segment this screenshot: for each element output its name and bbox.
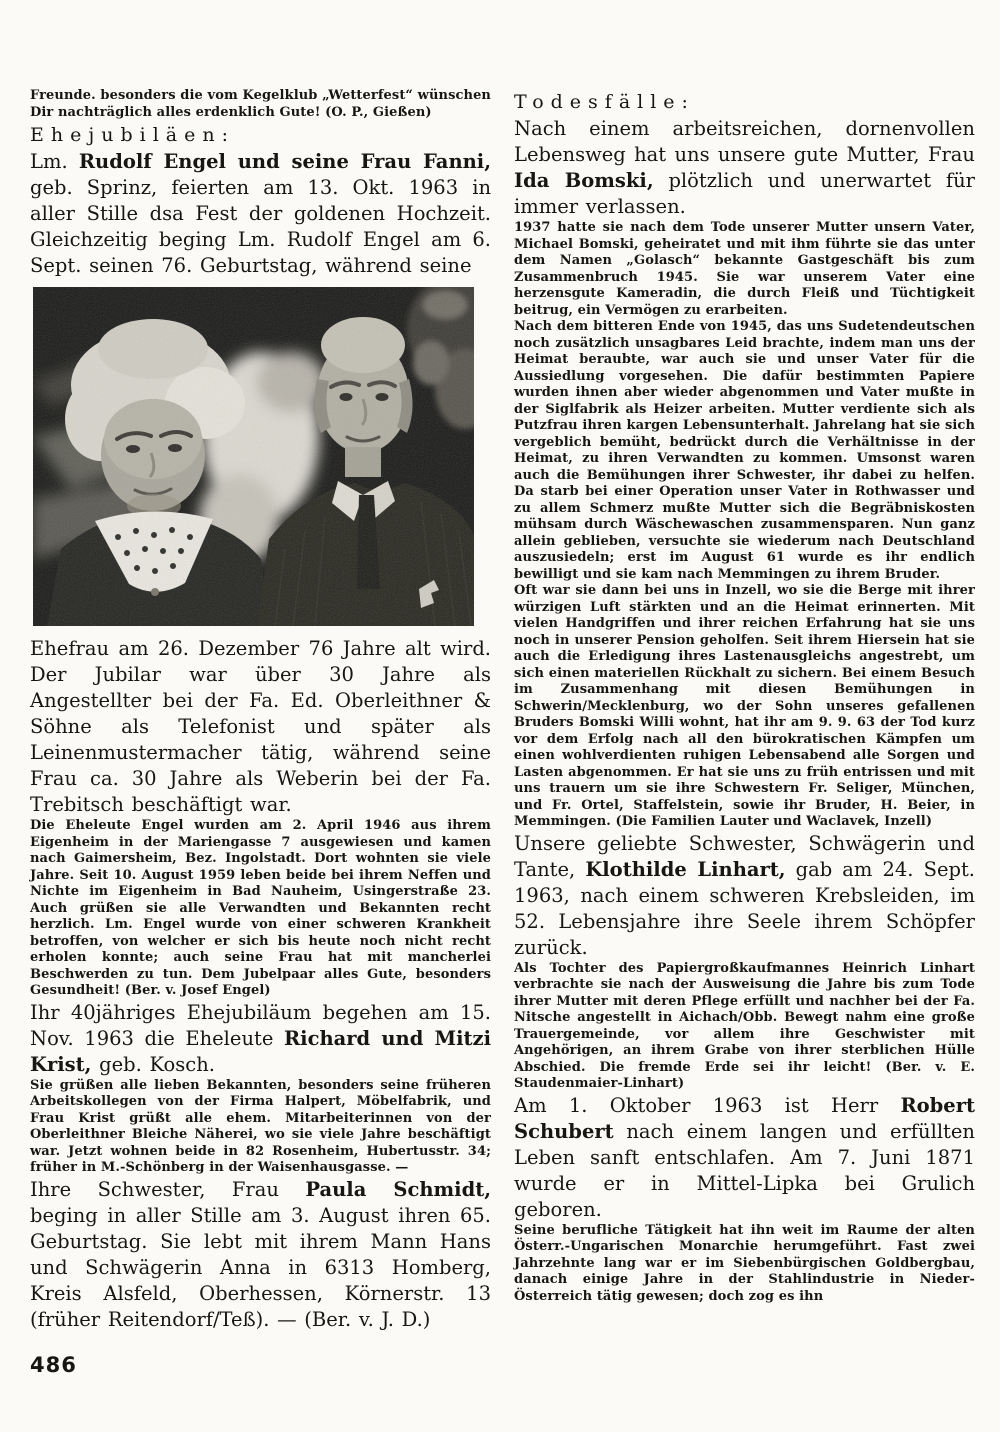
names-bold: Robert Schubert (514, 1093, 975, 1143)
schmidt-birthday-paragraph (30, 1177, 491, 1333)
paragraph-text: nach einem langen und erfüllten Leben sanft entschlafen. Am 7. Juni 1871 wurde er in Mittel-Lipka bei Grulich geboren. (514, 1119, 975, 1221)
right-column (514, 88, 975, 1305)
engel-detail-paragraph: Die Eheleute Engel wurden am 2. April 1946 aus ihrem Eigenheim in der Mariengasse 7 ausgewiesen und kamen nach Gaimersheim, Bez. Ingolstadt. Dort wohnten sie viele Jahre. Seit 10. August 1959 leben beide bei ihrem Neffen und Nichte im Eigenheim in Bad Nauheim, Usingerstraße 23. Auch grüßen sie alle Verwandten und Bekannten recht herzlich. Lm. Engel wurde von einer schweren Krankheit betroffen, von welcher er sich bis heute noch nicht recht erholen konnte; auch seine Frau hat mit mancherlei Beschwerden zu tun. Dem Jubelpaar alles Gute, besonders Gesundheit! (Ber. v. Josef Engel) (30, 818, 491, 998)
paragraph-text: Am 1. Oktober 1963 ist Herr (514, 1093, 901, 1117)
paragraph-text: Nach einem arbeitsreichen, dornenvollen Lebensweg hat uns unsere gute Mutter, Frau (514, 117, 975, 166)
greeting-paragraph: Freunde. besonders die vom Kegelklub „Wetterfest“ wünschen Dir nachträglich alles erdenklich Gute! (O. P., Gießen) (30, 88, 491, 120)
elderly-couple-photo-graphic (33, 287, 474, 626)
paragraph-text: geb. Sprinz, feierten am 13. Okt. 1963 in aller Stille dsa Fest der goldenen Hochzeit. Gleichzeitig beging Lm. Rudolf Engel am 6. Sept. seinen 76. Geburtstag, während seine (30, 176, 491, 277)
paragraph-text: gab am 24. Sept. 1963, nach einem schweren Krebsleiden, im 52. Lebensjahre ihre Seele ihrem Schöpfer zurück. (514, 857, 975, 959)
bomski-detail-paragraph-2: Nach dem bitteren Ende von 1945, das uns Sudetendeutschen noch zusätzlich unsagbares Leid brachte, indem man uns der Heimat beraubte, war auch sie und unser Vater für die Aussiedlung vorgesehen. Die dafür bestimmten Papiere wurden ihnen aber wieder abgenommen und Vater mußte in der Siglfabrik als Heizer arbeiten. Mutter verdiente sich als Putzfrau ihren kargen Lebensunterhalt. Jahrelang hat sie sich vergeblich bemüht, bedrückt durch die Verhältnisse in der Heimat, zu ihren Verwandten zu kommen. Umsonst waren auch die Bemühungen ihrer Schwester, ihr dabei zu helfen. Da starb bei einer Operation unser Vater in Rothwasser und zu allem Schmerz mußte Mutter sich die Begräbniskosten mühsam durch Wäschewaschen zusammensparen. Nun ganz allein geblieben, versuchte sie wiederum nach Deutschland auszusiedeln; erst im August 61 wurde es ihr endlich bewilligt und sie kam nach Memmingen zu ihrem Bruder. (514, 319, 975, 582)
paragraph-text: beging in aller Stille am 3. August ihren 65. Geburtstag. Sie lebt mit ihrem Mann Hans und Schwägerin Anna in 6313 Homberg, Kreis Alsfeld, Oberhessen, Körnerstr. 13 (früher Reitendorf/Teß). — (Ber. v. J. D.) (30, 1203, 491, 1331)
linhart-obituary-paragraph (514, 831, 975, 961)
names-bold: Paula Schmidt, (305, 1177, 492, 1201)
paragraph-text: geb. Kosch. (91, 1052, 215, 1076)
section-heading-todesfaelle: Todesfälle: (514, 91, 695, 113)
section-heading-ehejubilaeen: Ehejubiläen: (30, 124, 236, 146)
krist-detail-paragraph: Sie grüßen alle lieben Bekannten, besonders seine früheren Arbeitskollegen von der Firma Halpert, Möbelfabrik, und Frau Krist grüßt alle ehem. Mitarbeiterinnen von der Oberleithner Bleiche Näherei, wo sie viele Jahre beschäftigt war. Jetzt wohnen beide in 82 Rosenheim, Hubertusstr. 34; früher in M.-Schönberg in der Waisenhausgasse. — (30, 1077, 491, 1175)
bomski-detail-paragraph-1: 1937 hatte sie nach dem Tode unserer Mutter unsern Vater, Michael Bomski, geheiratet und mit ihm führte sie das unter dem Namen „Golasch“ bekannte Gastgeschäft bis zum Zusammenbruch 1945. Sie war unserem Vater eine herzensgute Kameradin, die durch Fleiß und Tüchtigkeit beitrug, ein Vermögen zu erarbeiten. (514, 220, 975, 318)
engel-anniversary-paragraph (30, 149, 491, 279)
bomski-detail-paragraph-3: Oft war sie dann bei uns in Inzell, wo sie die Berge mit ihrer würzigen Luft stärkten und an die Heimat erinnerten. Mit vielen Handgriffen und ihrer reichen Erfahrung hat sie uns noch in unserer Pension geholfen. Seit ihrem Hiersein hat sie auch die Erledigung ihres Lastenausgleichs angestrebt, um sich einen materiellen Rückhalt zu sichern. Bei einem Besuch im Zusammenhang mit diesen Bemühungen in Schwerin/Mecklenburg, wo der Sohn unseres gefallenen Bruders Bomski Willi wohnt, hat ihr am 9. 9. 63 der Tod kurz vor dem Erfolg nach all den bürokratischen Kämpfen um einen wohlverdienten ruhigen Lebensabend alle Sorgen und Lasten abgenommen. Er hat sie uns zu früh entrissen und mit uns trauern um sie ihre Schwestern Fr. Seliger, München, und Fr. Ortel, Staffelstein, sowie ihr Bruder, H. Beier, in Memmingen. (Die Familien Lauter und Waclavek, Inzell) (514, 583, 975, 829)
paragraph-text: plötzlich und unerwartet für immer verlassen. (514, 169, 975, 218)
names-bold: Richard und Mitzi Krist, (30, 1026, 491, 1076)
paragraph-text: Ihr 40jähriges Ehejubiläum begehen am 15. Nov. 1963 die Eheleute (30, 1000, 491, 1050)
paragraph-text: Unsere geliebte Schwester, Schwägerin und Tante, (514, 831, 975, 881)
paragraph-text: Ihre Schwester, Frau (30, 1177, 306, 1201)
paragraph-text: Lm. (30, 150, 79, 173)
schubert-detail-paragraph: Seine berufliche Tätigkeit hat ihn weit im Raume der alten Österr.-Ungarischen Monarchie herumgeführt. Fast zwei Jahrzehnte lang war er im Siebenbürgischen Goldbergbau, danach einige Jahre in der Stahlindustrie in Nieder-Österreich tätig gewesen; doch zog es ihn (514, 1222, 975, 1304)
names-bold: Rudolf Engel und seine Frau Fanni, (78, 150, 491, 173)
page-number: 486 (30, 1352, 77, 1377)
elderly-couple-photo (33, 287, 474, 626)
linhart-detail-paragraph: Als Tochter des Papiergroßkaufmannes Heinrich Linhart verbrachte sie nach der Ausweisung die Jahre bis zum Tode ihrer Mutter mit deren Pflege erfüllt und nachher bei der Fa. Nitsche angestellt in Aichach/Obb. Bewegt nahm eine große Trauergemeinde, vor allem ihre Geschwister mit Angehörigen, an ihrem Grabe von ihrer sterblichen Hülle Abschied. Die fremde Erde sei ihr leicht! (Ber. v. E. Staudenmaier-Linhart) (514, 960, 975, 1091)
names-bold: Ida Bomski, (514, 169, 654, 192)
engel-continuation-paragraph: Ehefrau am 26. Dezember 76 Jahre alt wird. Der Jubilar war über 30 Jahre als Angestellter bei der Fa. Ed. Oberleithner & Söhne als Telefonist und später als Leinenmustermacher tätig, während seine Frau ca. 30 Jahre als Weberin bei der Fa. Trebitsch beschäftigt war. (30, 637, 491, 816)
names-bold: Klothilde Linhart, (585, 857, 786, 881)
left-column (30, 88, 491, 1377)
bomski-obituary-paragraph (514, 116, 975, 220)
krist-anniversary-paragraph (30, 1000, 491, 1078)
schubert-obituary-paragraph (514, 1093, 975, 1223)
